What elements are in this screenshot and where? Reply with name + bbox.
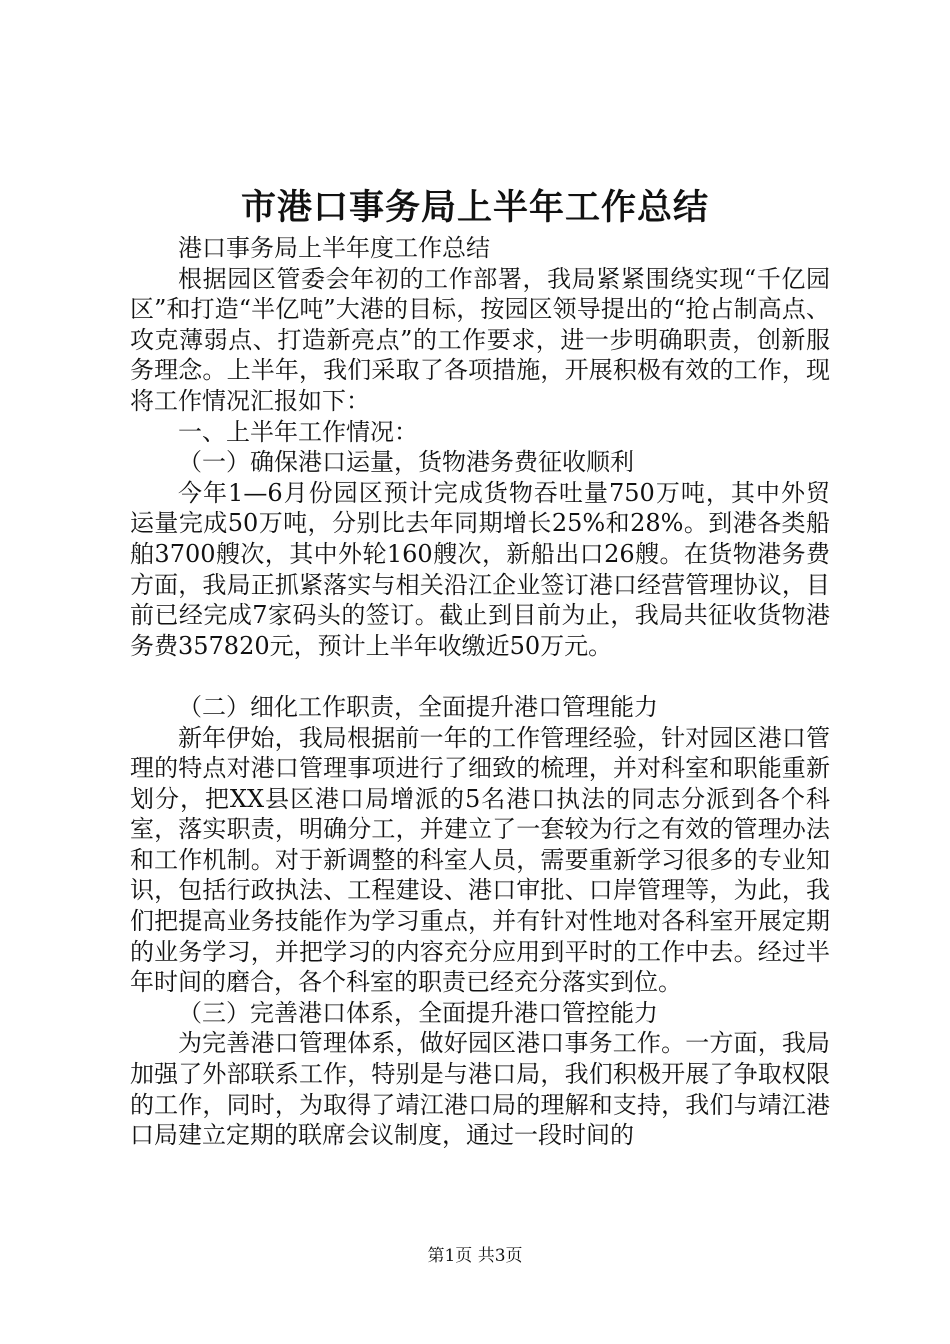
subtitle-paragraph: 港口事务局上半年度工作总结	[178, 234, 490, 262]
subsection-heading: （二）细化工作职责，全面提升港口管理能力	[178, 692, 658, 721]
body-paragraph: 今年1—6月份园区预计完成货物吞吐量750万吨，其中外贸运量完成50万吨，分别比去年同期增长25%和28%。到港各类船舶3700艘次，其中外轮160艘次，新船出口26艘。在货物港务费方面，我局正抓紧落实与相关沿江企业签订港口经营管理协议，目前已经完成7家码头的签订。截止到目前为止，我局共征收货物港务费357820元，预计上半年收缴近50万元。	[130, 478, 830, 660]
body-paragraph: 为完善港口管理体系，做好园区港口事务工作。一方面，我局加强了外部联系工作，特别是与港口局，我们积极开展了争取权限的工作，同时，为取得了靖江港口局的理解和支持，我们与靖江港口局建立定期的联席会议制度，通过一段时间的	[130, 1029, 830, 1150]
section-heading: 一、上半年工作情况：	[178, 417, 418, 446]
intro-paragraph: 根据园区管委会年初的工作部署，我局紧紧围绕实现“千亿园区”和打造“半亿吨”大港的目标，按园区领导提出的“抢占制高点、攻克薄弱点、打造新亮点”的工作要求，进一步明确职责，创新服务理念。上半年，我们采取了各项措施，开展积极有效的工作，现将工作情况汇报如下：	[130, 264, 830, 415]
body-paragraph: 新年伊始，我局根据前一年的工作管理经验，针对园区港口管理的特点对港口管理事项进行了细致的梳理，并对科室和职能重新划分，把XX县区港口局增派的5名港口执法的同志分派到各个科室，落实职责，明确分工，并建立了一套较为行之有效的管理办法和工作机制。对于新调整的科室人员，需要重新学习很多的专业知识，包括行政执法、工程建设、港口审批、口岸管理等，为此，我们把提高业务技能作为学习重点，并有针对性地对各科室开展定期的业务学习，并把学习的内容充分应用到平时的工作中去。经过半年时间的磨合，各个科室的职责已经充分落实到位。	[130, 723, 830, 997]
document-title: 市港口事务局上半年工作总结	[240, 187, 709, 228]
page-number-footer: 第1页 共3页	[427, 1246, 523, 1266]
subsection-heading: （一）确保港口运量，货物港务费征收顺利	[178, 448, 634, 477]
subsection-heading: （三）完善港口体系，全面提升港口管控能力	[178, 998, 658, 1027]
paragraph-spacer	[130, 661, 830, 692]
document-body	[130, 233, 830, 1151]
